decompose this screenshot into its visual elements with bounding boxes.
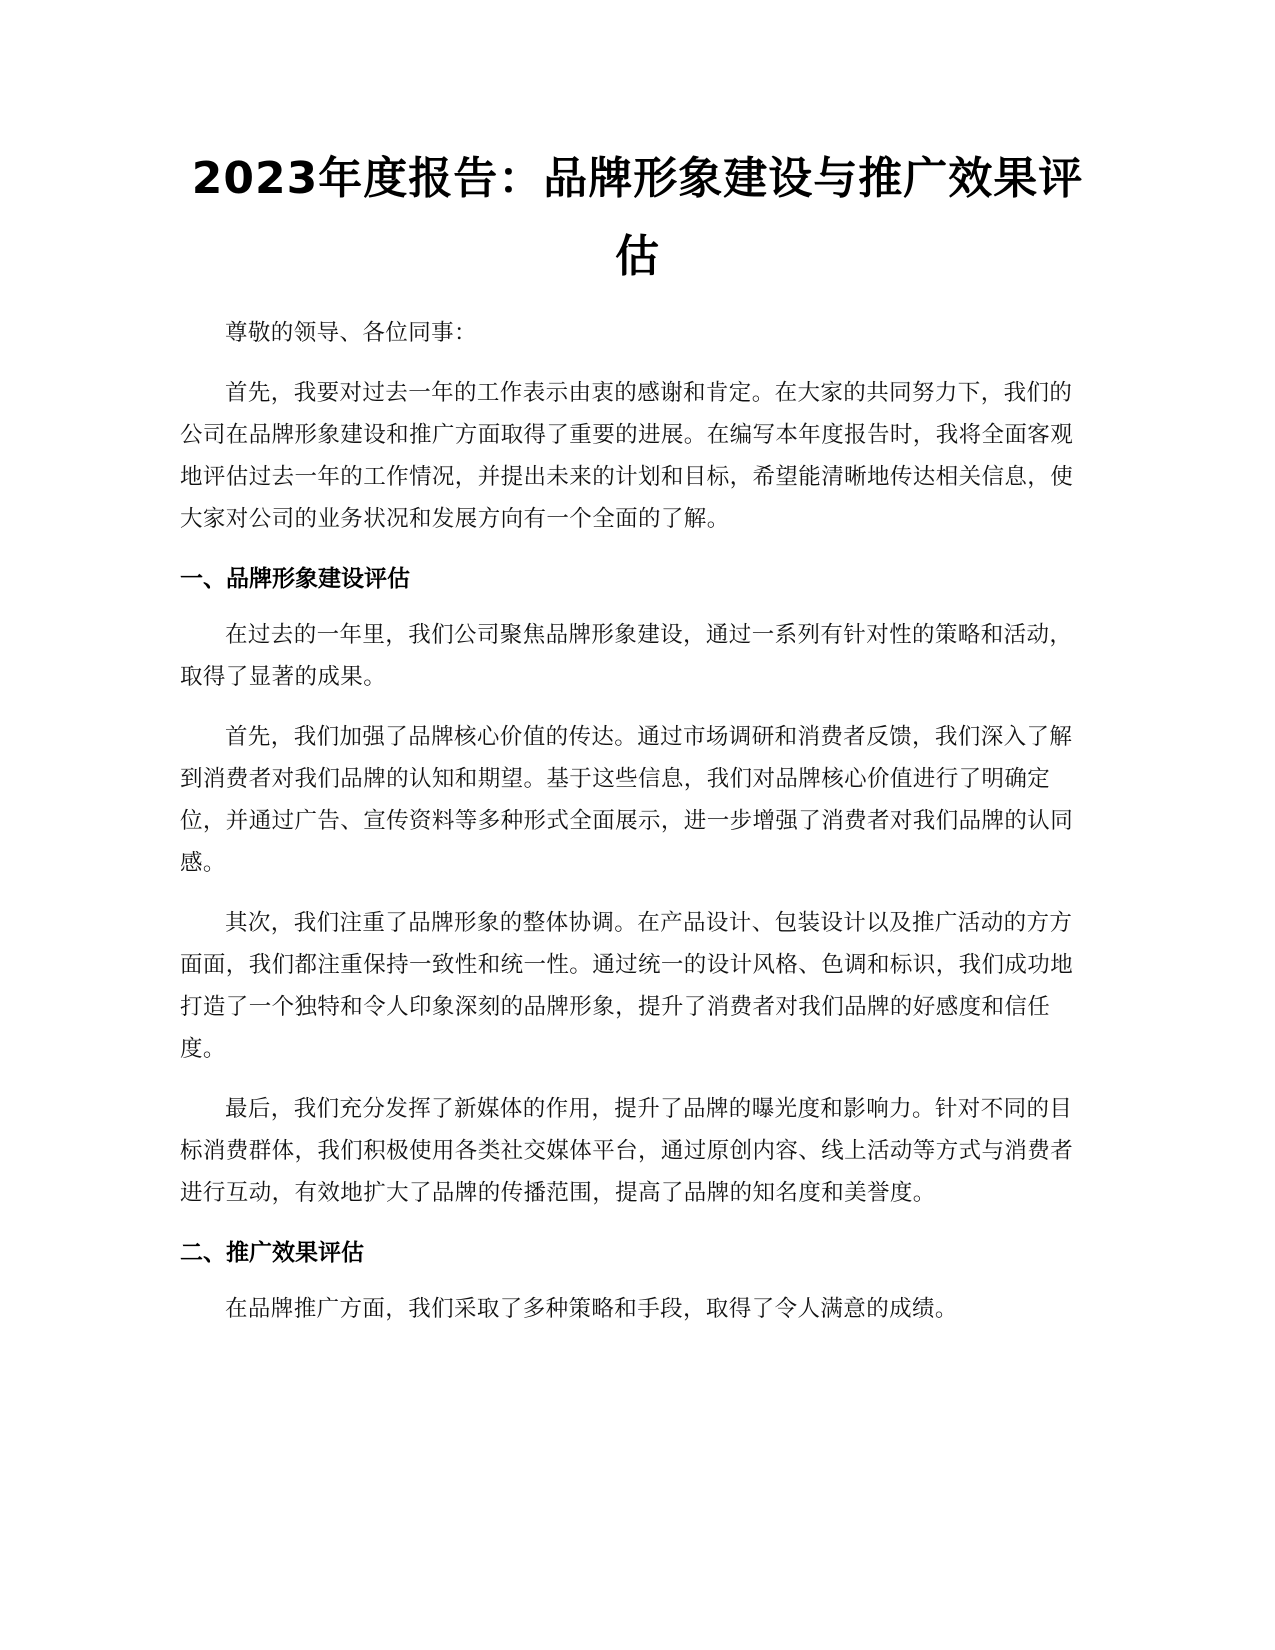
paragraph: 最后，我们充分发挥了新媒体的作用，提升了品牌的曝光度和影响力。针对不同的目标消费群体，我们积极使用各类社交媒体平台，通过原创内容、线上活动等方式与消费者进行互动，有效地扩大了品牌的传播范围，提高了品牌的知名度和美誉度。: [180, 1096, 1074, 1206]
section-heading-brand-image: 一、品牌形象建设评估: [180, 566, 410, 592]
section-heading-promotion: 二、推广效果评估: [180, 1240, 364, 1266]
paragraph: 在品牌推广方面，我们采取了多种策略和手段，取得了令人满意的成绩。: [225, 1296, 958, 1322]
paragraph: 其次，我们注重了品牌形象的整体协调。在产品设计、包装设计以及推广活动的方方面面，我们都注重保持一致性和统一性。通过统一的设计风格、色调和标识，我们成功地打造了一个独特和令人印象深刻的品牌形象，提升了消费者对我们品牌的好感度和信任度。: [180, 910, 1074, 1062]
salutation: 尊敬的领导、各位同事：: [225, 320, 477, 346]
paragraph: 在过去的一年里，我们公司聚焦品牌形象建设，通过一系列有针对性的策略和活动，取得了显著的成果。: [180, 622, 1073, 690]
document-body: [180, 312, 1095, 1348]
document-title: 2023年度报告：品牌形象建设与推广效果评估: [191, 153, 1084, 282]
paragraph: 首先，我们加强了品牌核心价值的传达。通过市场调研和消费者反馈，我们深入了解到消费者对我们品牌的认知和期望。基于这些信息，我们对品牌核心价值进行了明确定位，并通过广告、宣传资料等多种形式全面展示，进一步增强了消费者对我们品牌的认同感。: [180, 724, 1074, 876]
intro-paragraph: 首先，我要对过去一年的工作表示由衷的感谢和肯定。在大家的共同努力下，我们的公司在品牌形象建设和推广方面取得了重要的进展。在编写本年度报告时，我将全面客观地评估过去一年的工作情况，并提出未来的计划和目标，希望能清晰地传达相关信息，使大家对公司的业务状况和发展方向有一个全面的了解。: [180, 380, 1074, 532]
